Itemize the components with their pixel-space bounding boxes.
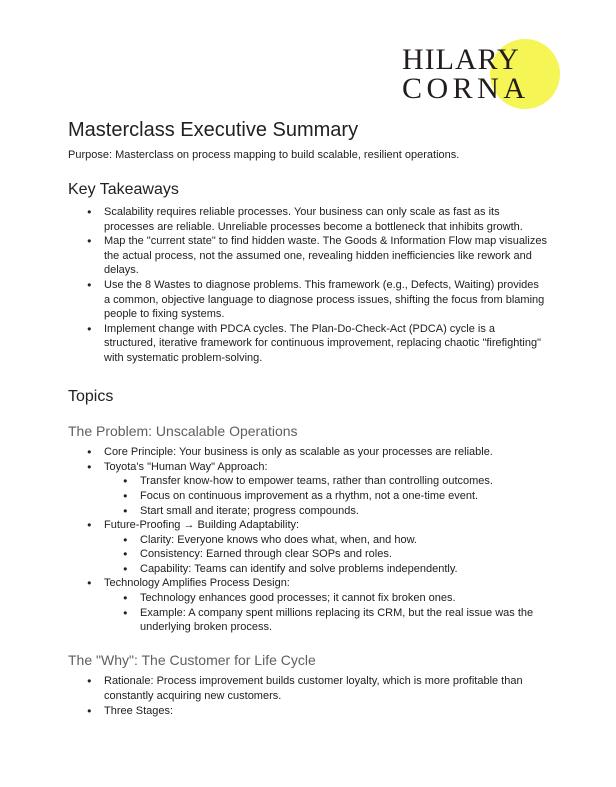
list-item-text: Clarity: Everyone knows who does what, when, and how. [140, 533, 417, 546]
list-item [140, 547, 548, 562]
list-item-text: Use the 8 Wastes to diagnose problems. This framework (e.g., Defects, Waiting) provides a common, objective language to diagnose process issues, shifting the focus from blaming people to fixing systems. [104, 279, 545, 321]
brand-logo [402, 45, 562, 103]
list-item [140, 562, 548, 577]
list-item [104, 445, 548, 460]
list-item [104, 518, 548, 576]
list-item [104, 278, 548, 322]
sub-list [104, 474, 548, 518]
logo-text-line1: HILARY [402, 43, 520, 76]
list-item [140, 591, 548, 606]
list-item-text: Core Principle: Your business is only as scalable as your processes are reliable. [104, 446, 493, 459]
list-item [140, 474, 548, 489]
list-item [104, 322, 548, 366]
list-item-text: Focus on continuous improvement as a rhythm, not a one-time event. [140, 489, 479, 502]
list-item-text: Transfer know-how to empower teams, rather than controlling outcomes. [140, 475, 493, 488]
list-item-text: Technology enhances good processes; it cannot fix broken ones. [140, 592, 456, 605]
section-heading-topics: Topics [68, 387, 114, 405]
list-item [104, 205, 548, 234]
page-title: Masterclass Executive Summary [68, 119, 359, 141]
list-item [104, 460, 548, 518]
subsection-heading-why: The "Why": The Customer for Life Cycle [68, 651, 316, 668]
list-item [104, 704, 548, 719]
list-item [140, 504, 548, 519]
list-item-text: Capability: Teams can identify and solve problems independently. [140, 562, 458, 575]
key-takeaways-list [68, 205, 548, 366]
logo-text-line2: CORNA [402, 72, 530, 105]
list-item [140, 489, 548, 504]
why-list [68, 674, 548, 718]
list-item-text: Toyota's "Human Way" Approach: [104, 460, 268, 473]
list-item-text: Future-Proofing → Building Adaptability: [104, 519, 300, 532]
list-item-text: Scalability requires reliable processes. Your business can only scale as fast as its processes are reliable. Unreliable processes become a bottleneck that inhibits growth. [104, 206, 523, 233]
list-item [104, 234, 548, 278]
subsection-heading-problem: The Problem: Unscalable Operations [68, 422, 298, 439]
list-item [104, 576, 548, 634]
sub-list [104, 533, 548, 577]
section-heading-key-takeaways: Key Takeaways [68, 180, 179, 198]
list-item-text: Map the "current state" to find hidden waste. The Goods & Information Flow map visualizes the actual process, not the assumed one, revealing hidden inefficiencies like rework and delays. [104, 235, 547, 277]
list-item-text: Technology Amplifies Process Design: [104, 577, 290, 590]
list-item [104, 674, 548, 703]
list-item-text: Implement change with PDCA cycles. The Plan-Do-Check-Act (PDCA) cycle is a structured, iterative framework for continuous improvement, replacing chaotic "firefighting" with systematic problem-solving. [104, 322, 542, 365]
list-item-text: Three Stages: [104, 704, 174, 717]
document-body [68, 0, 548, 718]
list-item [140, 606, 548, 635]
list-item-text: Start small and iterate; progress compounds. [140, 504, 359, 517]
list-item [140, 533, 548, 548]
problem-list [68, 445, 548, 635]
sub-list [104, 591, 548, 635]
purpose-line: Purpose: Masterclass on process mapping to build scalable, resilient operations. [68, 149, 460, 161]
list-item-text: Rationale: Process improvement builds customer loyalty, which is more profitable than constantly acquiring new customers. [104, 675, 523, 702]
list-item-text: Example: A company spent millions replacing its CRM, but the real issue was the underlying broken process. [140, 606, 534, 634]
list-item-text: Consistency: Earned through clear SOPs and roles. [140, 548, 392, 561]
